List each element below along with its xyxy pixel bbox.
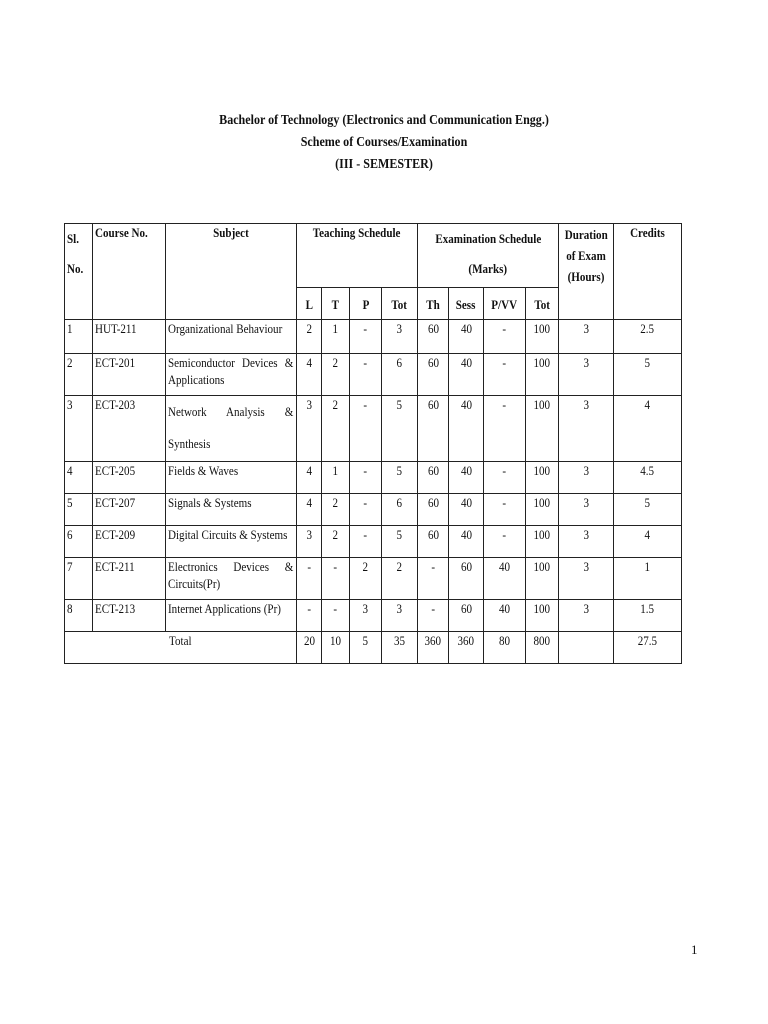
sess-cell: 60: [449, 600, 484, 632]
exam-tot-cell: 100: [526, 600, 559, 632]
pvv-header: P/VV: [484, 288, 526, 320]
tot-cell: 6: [382, 494, 418, 526]
total-pvv-cell: 80: [484, 632, 526, 664]
credits-cell: 1: [614, 558, 682, 600]
total-t-cell: 10: [322, 632, 350, 664]
l-cell: -: [297, 600, 322, 632]
table-row: [65, 396, 682, 462]
th-cell: 60: [418, 462, 449, 494]
course-no-cell: ECT-211: [93, 558, 166, 600]
duration-cell: 3: [559, 320, 614, 354]
credits-header: Credits: [614, 224, 682, 320]
l-cell: 2: [297, 320, 322, 354]
pvv-cell: 40: [484, 558, 526, 600]
total-l-cell: 20: [297, 632, 322, 664]
program-title: Bachelor of Technology (Electronics and Communication Engg.): [219, 113, 549, 128]
duration-cell: 3: [559, 396, 614, 462]
total-row: [65, 632, 682, 664]
page-number: 1: [691, 942, 698, 957]
subject-cell: Signals & Systems: [166, 494, 297, 526]
exam-tot-cell: 100: [526, 462, 559, 494]
total-tot-cell: 35: [382, 632, 418, 664]
p-cell: -: [350, 396, 382, 462]
subject-cell: Network Analysis & Synthesis: [166, 396, 297, 462]
p-cell: 2: [350, 558, 382, 600]
l-cell: 4: [297, 462, 322, 494]
subject-cell: Electronics Devices & Circuits(Pr): [166, 558, 297, 600]
duration-cell: 3: [559, 354, 614, 396]
sl-header: Sl. No.: [65, 224, 93, 320]
th-cell: 60: [418, 494, 449, 526]
total-credits-cell: 27.5: [614, 632, 682, 664]
exam-schedule-header: Examination Schedule (Marks): [418, 224, 559, 288]
exam-tot-cell: 100: [526, 558, 559, 600]
pvv-cell: 40: [484, 600, 526, 632]
t-cell: 1: [322, 320, 350, 354]
sl-cell: 2: [65, 354, 93, 396]
sess-header: Sess: [449, 288, 484, 320]
tot-cell: 2: [382, 558, 418, 600]
t-cell: 2: [322, 526, 350, 558]
p-cell: -: [350, 462, 382, 494]
sess-cell: 60: [449, 558, 484, 600]
sess-cell: 40: [449, 320, 484, 354]
t-cell: 2: [322, 354, 350, 396]
table-row: [65, 320, 682, 354]
subject-cell: Organizational Behaviour: [166, 320, 297, 354]
tot-cell: 3: [382, 600, 418, 632]
tot-cell: 5: [382, 462, 418, 494]
sess-cell: 40: [449, 354, 484, 396]
pvv-cell: -: [484, 494, 526, 526]
tot-header: Tot: [382, 288, 418, 320]
sess-cell: 40: [449, 494, 484, 526]
sl-cell: 6: [65, 526, 93, 558]
th-header: Th: [418, 288, 449, 320]
t-cell: -: [322, 600, 350, 632]
t-cell: 2: [322, 494, 350, 526]
exam-tot-cell: 100: [526, 494, 559, 526]
pvv-cell: -: [484, 396, 526, 462]
credits-cell: 5: [614, 354, 682, 396]
sl-cell: 7: [65, 558, 93, 600]
table-row: [65, 526, 682, 558]
p-header: P: [350, 288, 382, 320]
sl-cell: 5: [65, 494, 93, 526]
sess-cell: 40: [449, 526, 484, 558]
subject-cell: Internet Applications (Pr): [166, 600, 297, 632]
credits-cell: 4: [614, 526, 682, 558]
course-no-cell: ECT-209: [93, 526, 166, 558]
tot-cell: 3: [382, 320, 418, 354]
pvv-cell: -: [484, 526, 526, 558]
credits-cell: 4.5: [614, 462, 682, 494]
t-header: T: [322, 288, 350, 320]
table-row: [65, 462, 682, 494]
pvv-cell: -: [484, 462, 526, 494]
document-header: [54, 110, 714, 176]
subject-cell: Semiconductor Devices & Applications: [166, 354, 297, 396]
course-no-header: Course No.: [93, 224, 166, 320]
duration-cell: 3: [559, 494, 614, 526]
p-cell: -: [350, 320, 382, 354]
exam-tot-cell: 100: [526, 320, 559, 354]
exam-tot-cell: 100: [526, 396, 559, 462]
exam-tot-cell: 100: [526, 354, 559, 396]
credits-cell: 1.5: [614, 600, 682, 632]
duration-cell: 3: [559, 558, 614, 600]
teaching-schedule-header: Teaching Schedule: [297, 224, 418, 288]
t-cell: 2: [322, 396, 350, 462]
exam-tot-cell: 100: [526, 526, 559, 558]
pvv-cell: -: [484, 354, 526, 396]
total-sess-cell: 360: [449, 632, 484, 664]
course-no-cell: ECT-207: [93, 494, 166, 526]
th-cell: 60: [418, 526, 449, 558]
sl-cell: 4: [65, 462, 93, 494]
semester-title: (III - SEMESTER): [335, 157, 433, 172]
table-row: [65, 494, 682, 526]
total-th-cell: 360: [418, 632, 449, 664]
l-cell: -: [297, 558, 322, 600]
th-cell: 60: [418, 354, 449, 396]
t-cell: 1: [322, 462, 350, 494]
scheme-title: Scheme of Courses/Examination: [300, 135, 468, 150]
subject-header: Subject: [166, 224, 297, 320]
exam-tot-header: Tot: [526, 288, 559, 320]
p-cell: -: [350, 526, 382, 558]
pvv-cell: -: [484, 320, 526, 354]
duration-header: Duration of Exam (Hours): [559, 224, 614, 320]
total-duration-cell: [559, 632, 614, 664]
subject-cell: Digital Circuits & Systems: [166, 526, 297, 558]
sess-cell: 40: [449, 396, 484, 462]
course-no-cell: ECT-201: [93, 354, 166, 396]
table-row: [65, 600, 682, 632]
sl-cell: 8: [65, 600, 93, 632]
l-cell: 4: [297, 494, 322, 526]
duration-cell: 3: [559, 600, 614, 632]
tot-cell: 5: [382, 396, 418, 462]
sl-cell: 1: [65, 320, 93, 354]
l-cell: 4: [297, 354, 322, 396]
l-header: L: [297, 288, 322, 320]
credits-cell: 5: [614, 494, 682, 526]
duration-cell: 3: [559, 462, 614, 494]
th-cell: 60: [418, 320, 449, 354]
t-cell: -: [322, 558, 350, 600]
tot-cell: 6: [382, 354, 418, 396]
course-no-cell: ECT-203: [93, 396, 166, 462]
duration-cell: 3: [559, 526, 614, 558]
tot-cell: 5: [382, 526, 418, 558]
course-no-cell: ECT-205: [93, 462, 166, 494]
credits-cell: 4: [614, 396, 682, 462]
p-cell: -: [350, 494, 382, 526]
th-cell: -: [418, 600, 449, 632]
credits-cell: 2.5: [614, 320, 682, 354]
l-cell: 3: [297, 396, 322, 462]
table-row: [65, 558, 682, 600]
scheme-table: [64, 223, 682, 664]
p-cell: -: [350, 354, 382, 396]
p-cell: 3: [350, 600, 382, 632]
subject-cell: Fields & Waves: [166, 462, 297, 494]
course-no-cell: ECT-213: [93, 600, 166, 632]
table-row: [65, 354, 682, 396]
sl-cell: 3: [65, 396, 93, 462]
total-p-cell: 5: [350, 632, 382, 664]
l-cell: 3: [297, 526, 322, 558]
sess-cell: 40: [449, 462, 484, 494]
header-row-1: [65, 224, 682, 288]
total-exam-tot-cell: 800: [526, 632, 559, 664]
total-label: Total: [65, 632, 297, 664]
th-cell: -: [418, 558, 449, 600]
th-cell: 60: [418, 396, 449, 462]
course-no-cell: HUT-211: [93, 320, 166, 354]
